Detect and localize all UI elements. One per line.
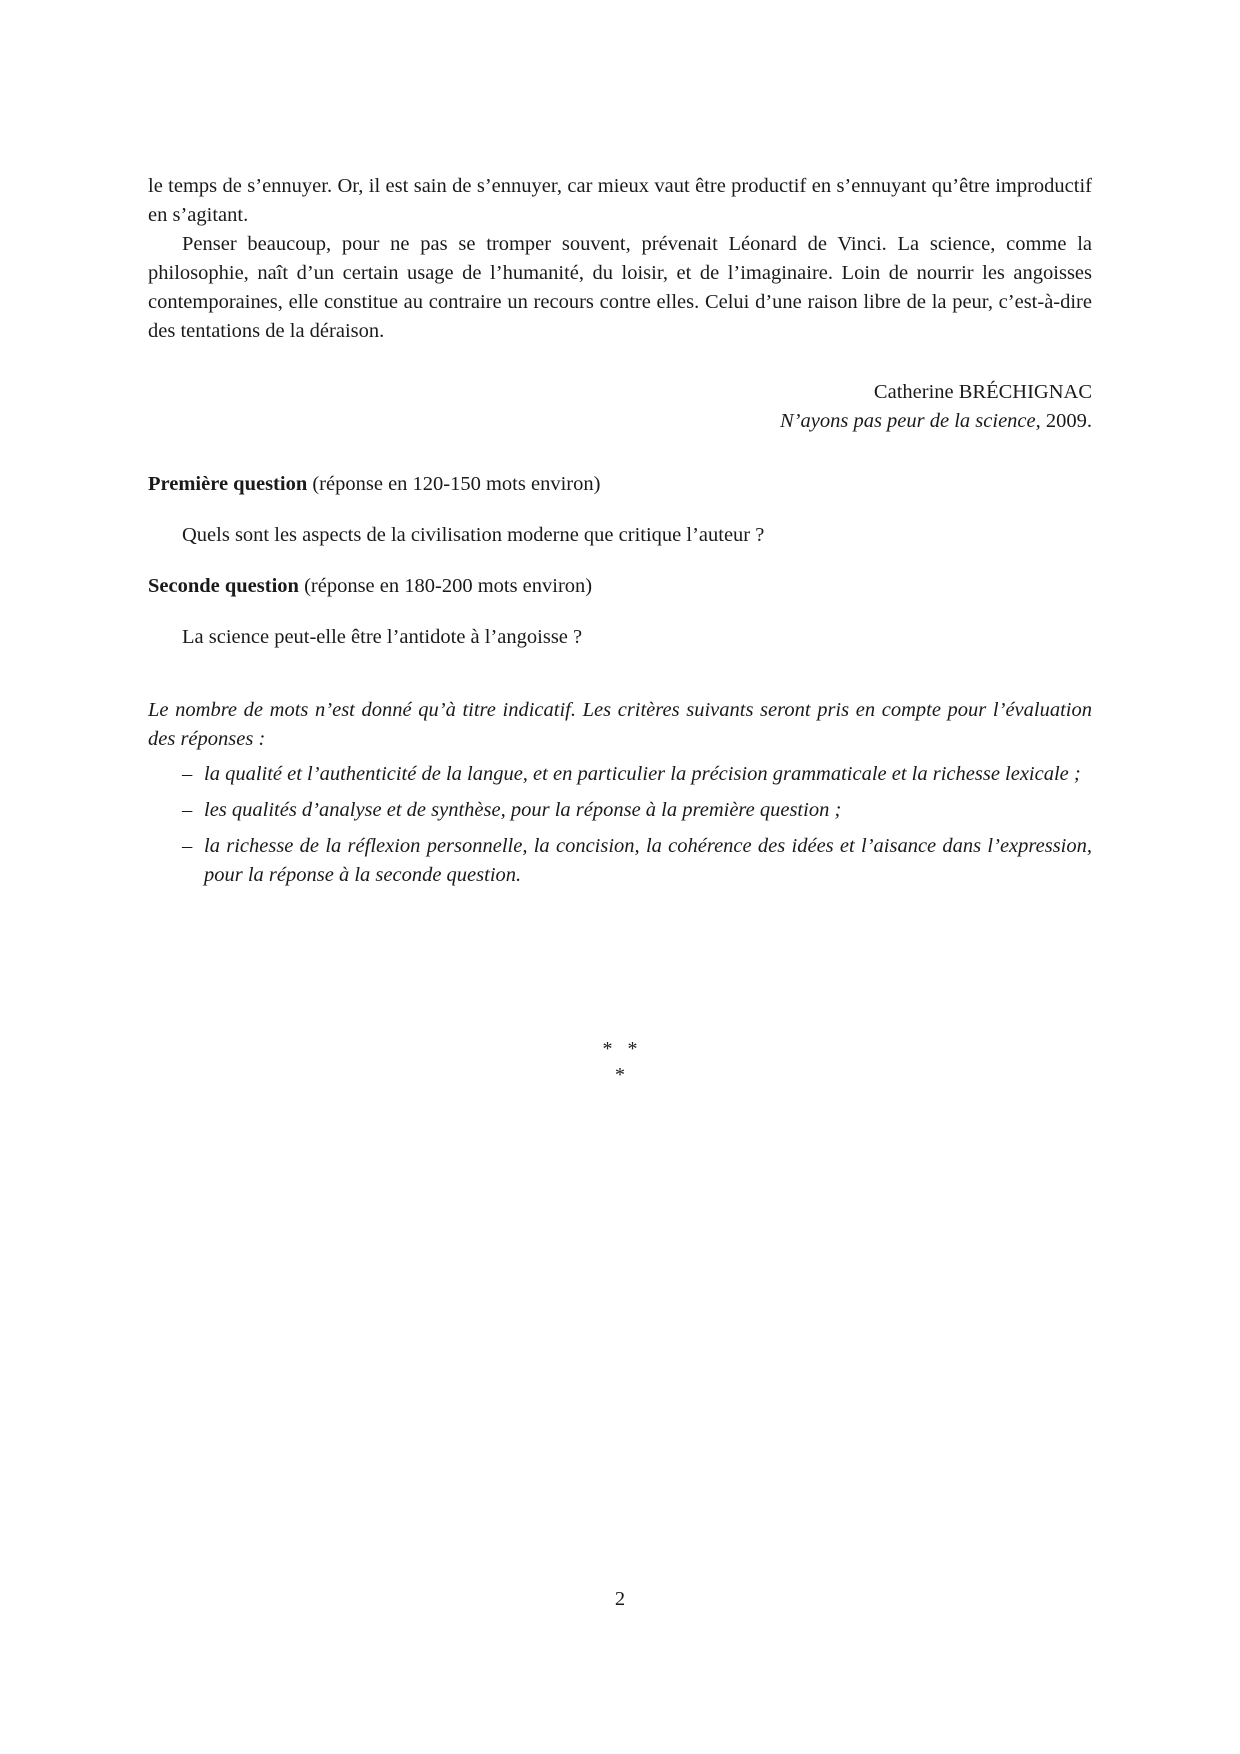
question-1 xyxy=(148,470,1092,550)
work-title: N’ayons pas peur de la science xyxy=(780,410,1036,432)
criteria-list xyxy=(148,760,1092,890)
body-paragraph-2: Penser beaucoup, pour ne pas se tromper souvent, prévenait Léonard de Vinci. La science, comme la philosophie, naît d’un certain usage de l’humanité, du loisir, et de l’imaginaire. Loin de nourrir les angoisses contemporaines, elle constitue au contraire un recours contre elles. Celui d’une raison libre de la peur, c’est-à-dire des tentations de la déraison. xyxy=(148,233,1092,342)
evaluation-instructions xyxy=(148,696,1092,890)
work-year: , 2009. xyxy=(1035,410,1092,432)
criteria-text: la qualité et l’authenticité de la langue, et en particulier la précision grammaticale et la richesse lexicale ; xyxy=(204,763,1081,785)
signature-block xyxy=(148,378,1092,436)
criteria-text: les qualités d’analyse et de synthèse, pour la réponse à la première question ; xyxy=(204,799,842,821)
criteria-item xyxy=(148,760,1092,789)
source-citation xyxy=(148,407,1092,436)
separator-line-2: * xyxy=(615,1064,625,1086)
question-2 xyxy=(148,572,1092,652)
criteria-text: la richesse de la réflexion personnelle, la concision, la cohérence des idées et l’aisance dans l’expression, pour la réponse à la seconde question. xyxy=(204,835,1092,886)
list-dash: – xyxy=(182,835,193,857)
criteria-item xyxy=(148,832,1092,890)
section-separator xyxy=(0,1036,1240,1088)
question-1-instruction: (réponse en 120-150 mots environ) xyxy=(307,473,601,495)
question-2-heading xyxy=(148,572,1092,601)
separator-line-1: * * xyxy=(602,1038,638,1060)
question-1-text: Quels sont les aspects de la civilisation moderne que critique l’auteur ? xyxy=(182,524,765,546)
body-paragraph-1: le temps de s’ennuyer. Or, il est sain de s’ennuyer, car mieux vaut être productif en s’ennuyant qu’être improductif en s’agitant. xyxy=(148,175,1092,226)
author-name: Catherine BRÉCHIGNAC xyxy=(873,381,1092,403)
instructions-intro: Le nombre de mots n’est donné qu’à titre indicatif. Les critères suivants seront pris en compte pour l’évaluation des réponses : xyxy=(148,699,1092,750)
list-dash: – xyxy=(182,799,193,821)
criteria-item xyxy=(148,796,1092,825)
document-page xyxy=(148,172,1092,897)
question-2-title: Seconde question xyxy=(148,575,299,597)
question-2-text: La science peut-elle être l’antidote à l’angoisse ? xyxy=(182,626,583,648)
question-2-instruction: (réponse en 180-200 mots environ) xyxy=(298,575,593,597)
page-number: 2 xyxy=(614,1588,626,1610)
question-1-heading xyxy=(148,470,1092,499)
list-dash: – xyxy=(182,763,193,785)
question-1-title: Première question xyxy=(148,473,308,495)
